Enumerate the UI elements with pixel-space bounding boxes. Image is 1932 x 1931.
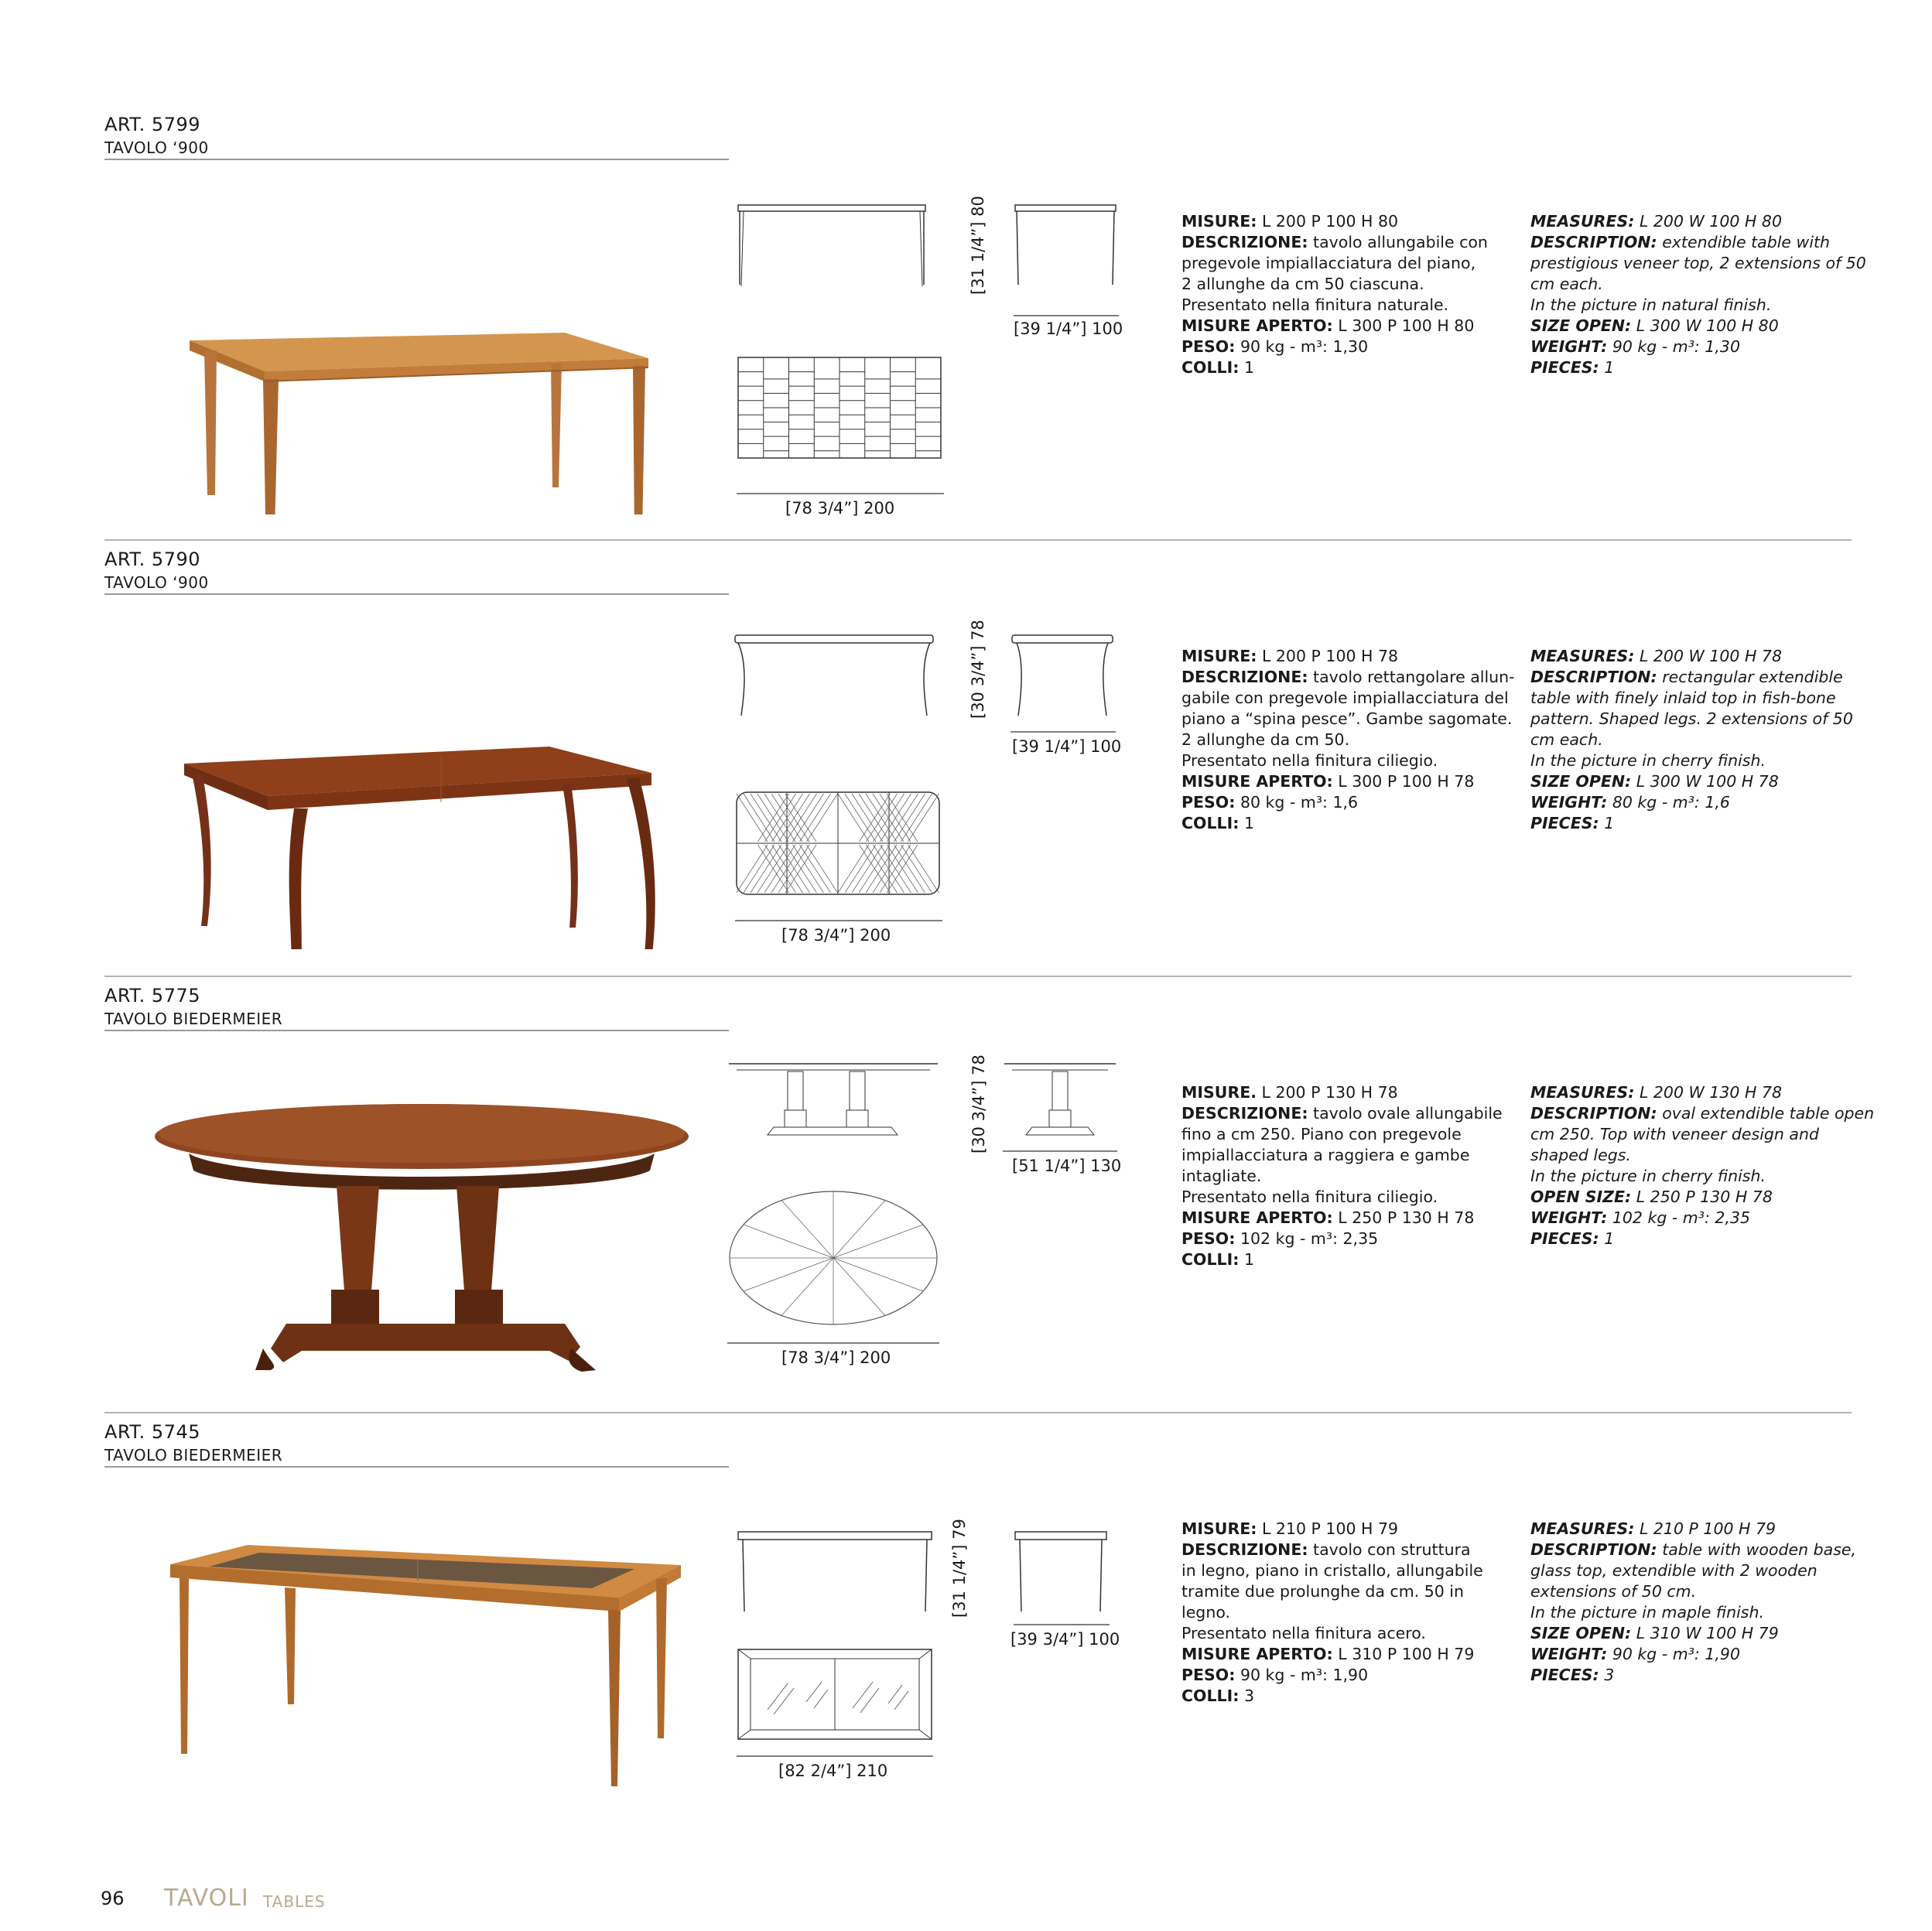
spec-value: table with finely inlaid top in fish-bone [1530,689,1836,707]
spec-value: L 300 P 100 H 80 [1332,316,1475,335]
top-plan-drawing [737,356,944,461]
spec-line [1181,688,1514,709]
spec-value: 2 allunghe da cm 50 ciascuna. [1181,275,1424,293]
spec-line [1181,1187,1514,1208]
spec-value: Presentato nella finitura acero. [1181,1624,1426,1642]
italian-description [1181,1519,1514,1707]
spec-key: DESCRIZIONE: [1181,1540,1308,1559]
spec-value: 102 kg - m³: 2,35 [1607,1208,1751,1227]
side-elevation-drawing [1003,1061,1117,1146]
spec-value: L 300 P 100 H 78 [1332,772,1475,791]
spec-value: L 250 P 130 H 78 [1631,1188,1773,1206]
spec-line [1530,1623,1863,1644]
english-description [1530,1082,1875,1249]
spec-line [1181,357,1514,378]
italian-description [1181,646,1514,834]
spec-line [1181,667,1514,688]
spec-key: MEASURES: [1530,212,1635,231]
spec-key: WEIGHT: [1530,1645,1608,1663]
product-section-5790 [0,539,1932,976]
depth-dimension-label: [39 3/4”] 100 [1010,1630,1120,1649]
article-number: ART. 5745 [104,1421,200,1443]
depth-dimension-line [1014,1622,1110,1627]
spec-line [1530,1602,1863,1623]
spec-key: WEIGHT: [1530,793,1608,812]
spec-key: PESO: [1181,337,1236,356]
spec-line [1181,316,1514,337]
spec-key: MISURE: [1181,212,1257,231]
spec-value: L 200 W 100 H 80 [1634,212,1782,231]
spec-value: shaped legs. [1530,1146,1631,1164]
spec-line [1530,1166,1863,1187]
italian-description [1181,211,1514,378]
side-elevation-drawing [1014,201,1119,302]
spec-value: 90 kg - m³: 1,30 [1235,337,1369,356]
spec-value: legno. [1181,1603,1231,1622]
spec-value: extensions of 50 cm. [1530,1582,1697,1601]
article-number: ART. 5790 [104,549,200,570]
spec-line [1181,274,1514,295]
spec-value: glass top, extendible with 2 wooden [1530,1561,1817,1580]
spec-key: PESO: [1181,1229,1236,1248]
article-name: TAVOLO ‘900 [104,573,209,592]
spec-value: 3 [1239,1687,1254,1705]
spec-value: L 200 P 130 H 78 [1257,1083,1398,1102]
spec-value: rectangular extendible [1657,668,1843,686]
spec-value: 102 kg - m³: 2,35 [1235,1229,1379,1248]
product-section-5775 [0,976,1932,1412]
spec-line [1530,316,1863,337]
spec-line [1530,211,1863,232]
spec-line [1181,1540,1514,1560]
spec-line [1181,1560,1514,1581]
spec-value: prestigious veneer top, 2 extensions of 50 [1530,254,1866,272]
table-photo-maple-glass [155,1536,727,1868]
spec-value: gabile con pregevole impiallacciatura del [1181,689,1509,707]
spec-line [1181,337,1514,357]
spec-value: pattern. Shaped legs. 2 extensions of 50 [1530,709,1853,728]
front-elevation-drawing [737,201,930,302]
spec-line [1181,211,1514,232]
spec-key: WEIGHT: [1530,337,1608,356]
spec-value: L 200 P 100 H 78 [1257,647,1399,665]
spec-value: L 210 P 100 H 79 [1257,1519,1399,1538]
spec-key: DESCRIZIONE: [1181,1104,1308,1123]
spec-line [1530,813,1863,834]
spec-key: MISURE APERTO: [1181,1645,1333,1663]
depth-dimension-label: [39 1/4”] 100 [1012,737,1122,756]
name-divider [104,593,729,595]
spec-key: COLLI: [1181,1687,1240,1705]
spec-key: MISURE APERTO: [1181,316,1333,335]
spec-value: in legno, piano in cristallo, allungabile [1181,1561,1483,1580]
spec-key: PESO: [1181,1666,1236,1684]
spec-key: DESCRIZIONE: [1181,668,1308,686]
top-plan-drawing [727,1189,939,1327]
spec-line [1181,792,1514,813]
spec-key: WEIGHT: [1530,1208,1608,1227]
spec-value: 80 kg - m³: 1,6 [1235,793,1359,812]
spec-key: DESCRIPTION: [1530,233,1657,251]
spec-line [1530,1665,1863,1686]
spec-line [1530,667,1863,688]
top-plan-drawing [737,1648,933,1741]
spec-value: 1 [1599,814,1615,832]
spec-line [1530,1124,1863,1145]
spec-line [1181,1124,1514,1145]
length-dimension-line [737,491,944,496]
spec-line [1181,295,1514,316]
spec-value: L 300 W 100 H 80 [1631,316,1779,335]
spec-key: DESCRIPTION: [1530,668,1657,686]
spec-value: In the picture in maple finish. [1530,1603,1764,1622]
spec-line [1530,1540,1863,1560]
spec-line [1181,1166,1514,1187]
spec-line [1181,253,1514,274]
spec-value: 90 kg - m³: 1,90 [1235,1666,1369,1684]
spec-line [1181,1208,1514,1229]
spec-value: L 210 P 100 H 79 [1634,1519,1776,1538]
spec-line [1530,1208,1863,1229]
spec-line [1530,253,1866,274]
spec-key: SIZE OPEN: [1530,772,1632,791]
spec-value: extendible table with [1657,233,1831,251]
spec-line [1181,1082,1514,1103]
spec-line [1181,730,1514,750]
name-divider [104,159,729,160]
spec-line [1181,1644,1514,1665]
depth-dimension-label: [39 1/4”] 100 [1014,320,1123,338]
spec-key: MEASURES: [1530,647,1635,665]
spec-value: 90 kg - m³: 1,90 [1607,1645,1740,1663]
spec-value: Presentato nella finitura ciliegio. [1181,1188,1438,1206]
spec-value: L 200 W 130 H 78 [1634,1083,1782,1102]
height-dimension-label: [31 1/4”] 80 [969,196,987,295]
spec-key: MISURE. [1181,1083,1257,1102]
spec-line [1530,1581,1863,1602]
spec-value: 1 [1599,358,1615,377]
length-dimension-line [727,1341,939,1345]
spec-line [1181,1519,1514,1540]
spec-value: tavolo rettangolare allun- [1308,668,1515,686]
spec-line [1181,1581,1514,1602]
spec-key: COLLI: [1181,358,1240,377]
spec-line [1181,646,1514,667]
spec-key: PIECES: [1530,1666,1599,1684]
spec-line [1181,750,1514,771]
spec-key: MISURE APERTO: [1181,1208,1333,1227]
spec-line [1530,274,1863,295]
english-description [1530,1519,1863,1686]
depth-dimension-line [1003,1149,1117,1153]
article-name: TAVOLO BIEDERMEIER [104,1446,283,1464]
spec-value: L 200 P 100 H 80 [1257,212,1399,231]
spec-line [1181,771,1514,792]
page-number: 96 [101,1888,125,1909]
spec-key: DESCRIZIONE: [1181,233,1308,251]
spec-line [1181,1229,1514,1249]
spec-value: cm each. [1530,730,1603,749]
spec-value: 2 allunghe da cm 50. [1181,730,1350,749]
spec-value: In the picture in cherry finish. [1530,1167,1766,1185]
spec-value: L 200 W 100 H 78 [1634,647,1782,665]
spec-value: impiallacciatura a raggiera e gambe [1181,1146,1470,1164]
spec-line [1530,1229,1863,1249]
depth-dimension-label: [51 1/4”] 130 [1012,1157,1122,1175]
name-divider [104,1030,729,1031]
spec-value: 1 [1239,814,1254,832]
spec-value: cm each. [1530,275,1603,293]
spec-line [1530,730,1863,750]
spec-line [1181,1249,1514,1270]
spec-key: PIECES: [1530,1229,1599,1248]
spec-line [1530,232,1863,253]
spec-line [1530,646,1863,667]
front-elevation-drawing [733,632,936,725]
length-dimension-line [735,918,942,923]
spec-key: MEASURES: [1530,1083,1635,1102]
spec-key: MISURE APERTO: [1181,772,1333,791]
spec-value: Presentato nella finitura ciliegio. [1181,751,1438,770]
product-section-5799 [0,104,1932,541]
spec-key: MISURE: [1181,1519,1257,1538]
spec-key: COLLI: [1181,814,1240,832]
section-divider [104,539,1852,541]
article-name: TAVOLO ‘900 [104,138,209,157]
spec-line [1530,771,1863,792]
spec-line [1181,813,1514,834]
spec-line [1181,1623,1514,1644]
top-plan-drawing [735,791,942,897]
spec-key: OPEN SIZE: [1530,1188,1632,1206]
section-divider [104,976,1852,977]
spec-value: 90 kg - m³: 1,30 [1607,337,1740,356]
section-divider [104,1412,1852,1413]
length-dimension-line [737,1754,933,1758]
spec-value: intagliate. [1181,1167,1262,1185]
table-photo-oval-cherry [147,1099,720,1432]
table-photo-cherry [132,617,704,949]
spec-value: L 310 P 100 H 79 [1332,1645,1475,1663]
spec-line [1530,709,1863,730]
spec-value: L 250 P 130 H 78 [1332,1208,1475,1227]
spec-value: 80 kg - m³: 1,6 [1607,793,1730,812]
category-title: TAVOLI [164,1885,249,1912]
spec-value: piano a “spina pesce”. Gambe sagomate. [1181,709,1513,728]
spec-key: PIECES: [1530,814,1599,832]
spec-value: table with wooden base, [1657,1540,1857,1559]
spec-key: PESO: [1181,793,1236,812]
spec-line [1530,1082,1863,1103]
spec-line [1530,1103,1875,1124]
spec-line [1530,337,1863,357]
italian-description [1181,1082,1514,1270]
spec-line [1181,1145,1514,1166]
spec-value: 1 [1599,1229,1615,1248]
height-dimension-label: [30 3/4”] 78 [969,1054,988,1153]
height-dimension-label: [30 3/4”] 78 [969,620,987,719]
spec-line [1530,750,1863,771]
spec-key: DESCRIPTION: [1530,1540,1657,1559]
spec-value: Presentato nella finitura naturale. [1181,296,1449,314]
spec-value: 3 [1599,1666,1615,1684]
spec-line [1530,1187,1863,1208]
spec-value: fino a cm 250. Piano con pregevole [1181,1125,1462,1143]
spec-value: 1 [1239,358,1254,377]
length-dimension-label: [78 3/4”] 200 [781,926,891,945]
spec-line [1181,1665,1514,1686]
spec-line [1181,1686,1514,1707]
english-description [1530,211,1866,378]
spec-key: SIZE OPEN: [1530,1624,1632,1642]
category-subtitle: TABLES [263,1892,326,1911]
spec-line [1530,1519,1863,1540]
spec-key: PIECES: [1530,358,1599,377]
spec-line [1530,688,1863,709]
height-dimension-label: [31 1/4”] 79 [950,1519,969,1618]
front-elevation-drawing [727,1061,940,1146]
length-dimension-label: [78 3/4”] 200 [785,499,895,518]
spec-key: COLLI: [1181,1250,1240,1269]
spec-value: In the picture in cherry finish. [1530,751,1766,770]
spec-value: L 310 W 100 H 79 [1631,1624,1779,1642]
depth-dimension-line [1014,313,1119,318]
spec-value: 1 [1239,1250,1254,1269]
spec-line [1530,1560,1863,1581]
table-photo-natural [132,182,704,514]
spec-line [1530,357,1863,378]
spec-key: SIZE OPEN: [1530,316,1632,335]
length-dimension-label: [78 3/4”] 200 [781,1348,891,1367]
spec-key: MISURE: [1181,647,1257,665]
spec-line [1530,1145,1863,1166]
spec-value: oval extendible table open [1657,1104,1875,1123]
spec-value: tavolo allungabile con [1308,233,1488,251]
spec-value: tramite due prolunghe da cm. 50 in [1181,1582,1464,1601]
spec-line [1181,232,1514,253]
spec-value: In the picture in natural finish. [1530,296,1772,314]
spec-line [1530,1644,1863,1665]
article-number: ART. 5799 [104,114,200,135]
spec-value: cm 250. Top with veneer design and [1530,1125,1819,1143]
side-elevation-drawing [1014,1528,1110,1618]
spec-value: tavolo ovale allungabile [1308,1104,1503,1123]
spec-line [1181,1103,1514,1124]
spec-value: tavolo con struttura [1308,1540,1471,1559]
spec-value: pregevole impiallacciatura del piano, [1181,254,1476,272]
front-elevation-drawing [737,1528,935,1618]
english-description [1530,646,1863,834]
spec-line [1530,295,1863,316]
spec-line [1181,709,1514,730]
article-name: TAVOLO BIEDERMEIER [104,1010,283,1028]
depth-dimension-line [1010,730,1116,734]
length-dimension-label: [82 2/4”] 210 [778,1762,888,1780]
spec-key: DESCRIPTION: [1530,1104,1657,1123]
name-divider [104,1466,729,1468]
side-elevation-drawing [1010,632,1116,725]
spec-line [1530,792,1863,813]
spec-key: MEASURES: [1530,1519,1635,1538]
product-section-5745 [0,1412,1932,1848]
spec-value: L 300 W 100 H 78 [1631,772,1779,791]
article-number: ART. 5775 [104,985,200,1007]
spec-line [1181,1602,1514,1623]
